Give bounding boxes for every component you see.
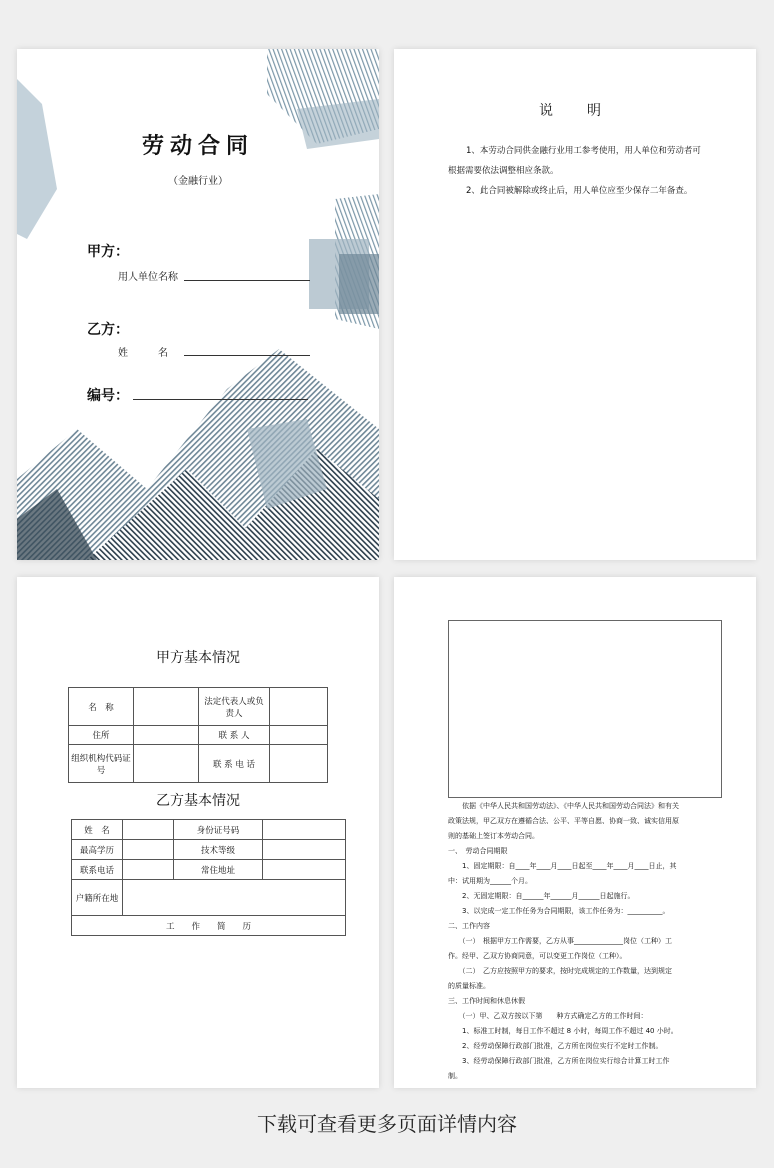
- notes-title: 说 明: [539, 103, 611, 119]
- contract-line: 的质量标准。: [448, 982, 490, 990]
- party-b-info-title: 乙方基本情况: [156, 793, 240, 809]
- contract-line: 一、 劳动合同期限: [448, 847, 508, 855]
- notes-item-2: 2、此合同被解除或终止后，用人单位应至少保存二年备查。: [466, 186, 693, 196]
- contract-line: 1、固定期限：自____年____月____日起至____年____月____日止，其: [448, 862, 677, 870]
- cell-address-value[interactable]: [134, 726, 199, 745]
- party-b-info-table: [71, 819, 346, 936]
- party-b-label: 乙方：: [87, 322, 129, 338]
- party-b-name-line[interactable]: [184, 355, 310, 356]
- cell-b-skill-label: 技术等级: [174, 840, 263, 860]
- contract-line: 作。经甲、乙双方协商同意，可以变更工作岗位（工种）。: [448, 952, 627, 960]
- cover-decoration: [17, 49, 379, 560]
- contract-line: 2、经劳动保障行政部门批准，乙方所在岗位实行不定时工作制。: [448, 1042, 663, 1050]
- contract-line: 中：试用期为______个月。: [448, 877, 532, 885]
- cell-legal-rep-value[interactable]: [270, 688, 328, 726]
- cell-b-id-value[interactable]: [263, 820, 346, 840]
- contract-line: （一） 根据甲方工作需要，乙方从事______________岗位（工种）工: [448, 937, 672, 945]
- contract-line: 则的基础上签订本劳动合同。: [448, 832, 539, 840]
- cell-b-residence-value[interactable]: [263, 860, 346, 880]
- cell-org-code-value[interactable]: [134, 745, 199, 783]
- party-a-info-title: 甲方基本情况: [156, 650, 240, 666]
- contract-line: 二、工作内容: [448, 922, 490, 930]
- blank-box: [448, 620, 722, 798]
- contract-line: （一）甲、乙双方按以下第 种方式确定乙方的工作时间：: [448, 1012, 648, 1020]
- cell-b-phone-value[interactable]: [123, 860, 174, 880]
- cell-b-skill-value[interactable]: [263, 840, 346, 860]
- cell-contact-value[interactable]: [270, 726, 328, 745]
- cell-b-edu-label: 最高学历: [72, 840, 123, 860]
- cell-b-id-label: 身份证号码: [174, 820, 263, 840]
- cell-name-label: 名 称: [69, 688, 134, 726]
- contract-line: 制。: [448, 1072, 462, 1080]
- notes-page: [394, 49, 756, 560]
- cell-b-phone-label: 联系电话: [72, 860, 123, 880]
- contract-line: 政策法规，甲乙双方在遵循合法、公平、平等自愿、协商一致、诚实信用原: [448, 817, 679, 825]
- contract-body-text: [448, 799, 704, 1084]
- cell-b-resume-header: 工 作 简 历: [72, 916, 346, 936]
- contract-line: 三、工作时间和休息休假: [448, 997, 525, 1005]
- contract-line: 依据《中华人民共和国劳动法》、《中华人民共和国劳动合同法》和有关: [448, 802, 679, 810]
- cell-address-label: 住所: [69, 726, 134, 745]
- basic-info-page: [17, 577, 379, 1088]
- party-a-name-line[interactable]: [184, 280, 310, 281]
- number-label: 编号：: [87, 388, 129, 404]
- cell-org-code-label: 组织机构代码证号: [69, 745, 134, 783]
- party-a-info-table: [68, 687, 328, 783]
- cell-b-residence-label: 常住地址: [174, 860, 263, 880]
- notes-item-1: 1、本劳动合同供金融行业用工参考使用，用人单位和劳动者可根据需要依法调整相应条款。: [448, 146, 701, 176]
- contract-line: （二） 乙方应按照甲方的要求，按时完成规定的工作数量，达到规定: [448, 967, 672, 975]
- cell-name-value[interactable]: [134, 688, 199, 726]
- cell-phone-value[interactable]: [270, 745, 328, 783]
- download-hint: 下载可查看更多页面详情内容: [257, 1112, 517, 1136]
- party-b-name-label: 姓 名: [118, 348, 168, 359]
- contract-line: 2、无固定期限：自______年______月______日起施行。: [448, 892, 635, 900]
- party-a-label: 甲方：: [87, 244, 129, 260]
- cell-b-name-label: 姓 名: [72, 820, 123, 840]
- cell-b-name-value[interactable]: [123, 820, 174, 840]
- cell-b-edu-value[interactable]: [123, 840, 174, 860]
- contract-subtitle: （金融行业）: [168, 176, 228, 187]
- contract-body-page: [394, 577, 756, 1088]
- cell-legal-rep-label: 法定代表人或负责人: [199, 688, 270, 726]
- contract-line: 1、标准工时制，每日工作不超过 8 小时，每周工作不超过 40 小时。: [448, 1027, 678, 1035]
- contract-line: 3、经劳动保障行政部门批准，乙方所在岗位实行综合计算工时工作: [448, 1057, 670, 1065]
- cell-b-hukou-label: 户籍所在地: [72, 880, 123, 916]
- contract-title: 劳动合同: [141, 134, 254, 159]
- cell-phone-label: 联 系 电 话: [199, 745, 270, 783]
- contract-line: 3、以完成一定工作任务为合同期限，该工作任务为：__________。: [448, 907, 670, 915]
- cell-contact-label: 联 系 人: [199, 726, 270, 745]
- number-line[interactable]: [133, 399, 308, 400]
- cover-page: [17, 49, 379, 560]
- party-a-name-label: 用人单位名称: [118, 272, 178, 283]
- cell-b-hukou-value[interactable]: [123, 880, 346, 916]
